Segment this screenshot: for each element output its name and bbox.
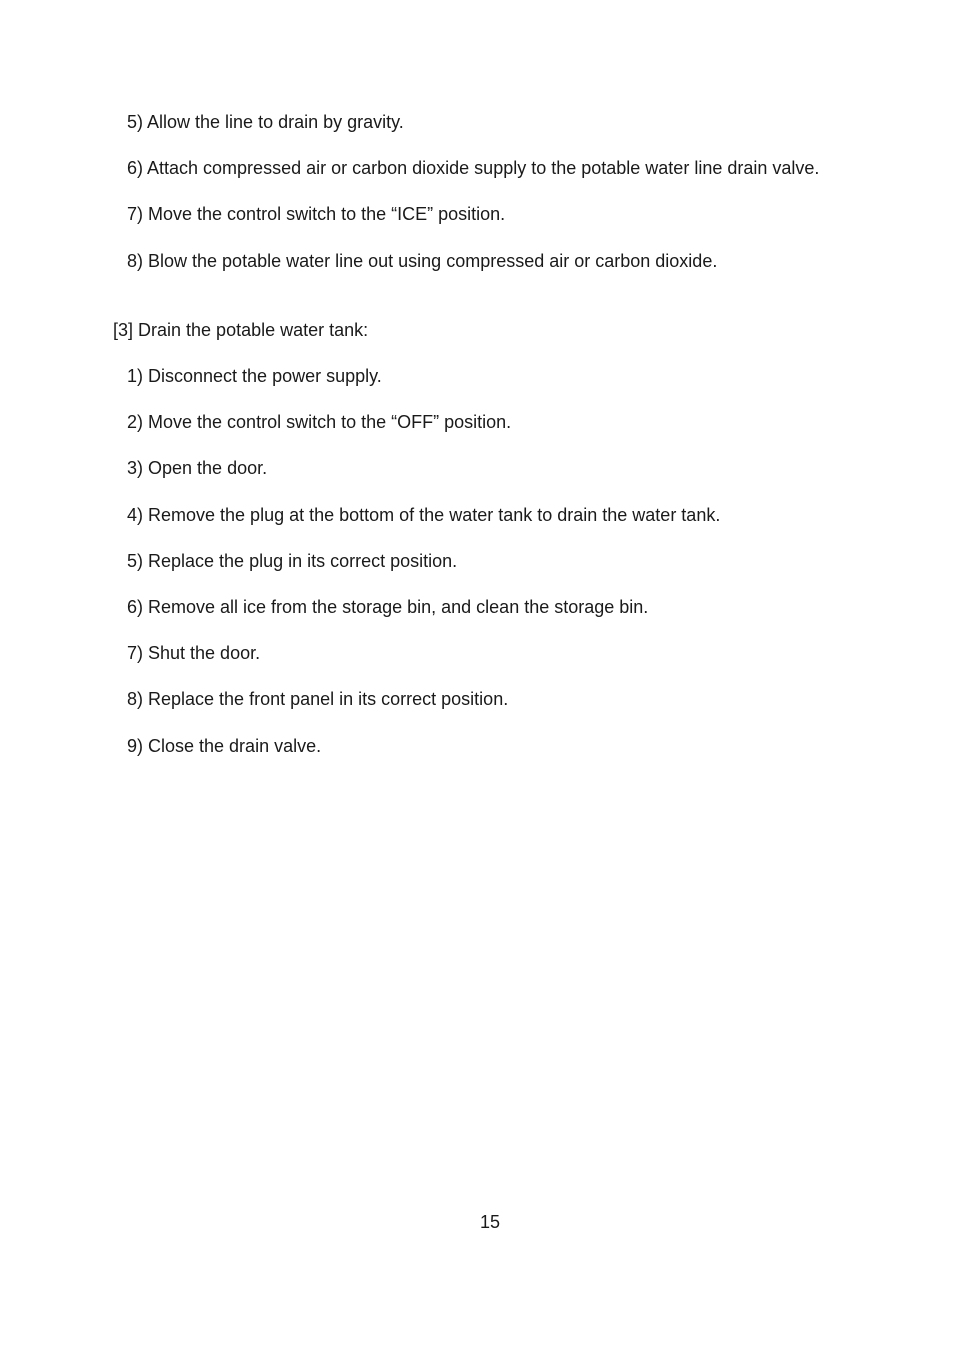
page-number: 15 [479,1212,501,1232]
section-3-heading: [3] Drain the potable water tank: [113,320,369,340]
tank-step-4-remove-plug: 4) Remove the plug at the bottom of the water tank to drain the water tank. [127,505,721,525]
step-5-drain-by-gravity: 5) Allow the line to drain by gravity. [127,112,404,132]
step-8-blow-line-out: 8) Blow the potable water line out using compressed air or carbon dioxide. [127,251,718,271]
tank-step-8-replace-front-panel: 8) Replace the front panel in its correct position. [127,689,509,709]
tank-step-9-close-drain-valve: 9) Close the drain valve. [127,736,322,756]
tank-step-1-disconnect-power: 1) Disconnect the power supply. [127,366,382,386]
step-6-attach-compressed-air: 6) Attach compressed air or carbon dioxide supply to the potable water line drain valve. [127,158,820,178]
step-7-control-switch-ice: 7) Move the control switch to the “ICE” position. [127,204,506,224]
tank-step-7-shut-door: 7) Shut the door. [127,643,261,663]
tank-step-5-replace-plug: 5) Replace the plug in its correct position. [127,551,458,571]
tank-step-3-open-door: 3) Open the door. [127,458,268,478]
tank-step-6-remove-ice: 6) Remove all ice from the storage bin, and clean the storage bin. [127,597,649,617]
tank-step-2-control-switch-off: 2) Move the control switch to the “OFF” position. [127,412,512,432]
